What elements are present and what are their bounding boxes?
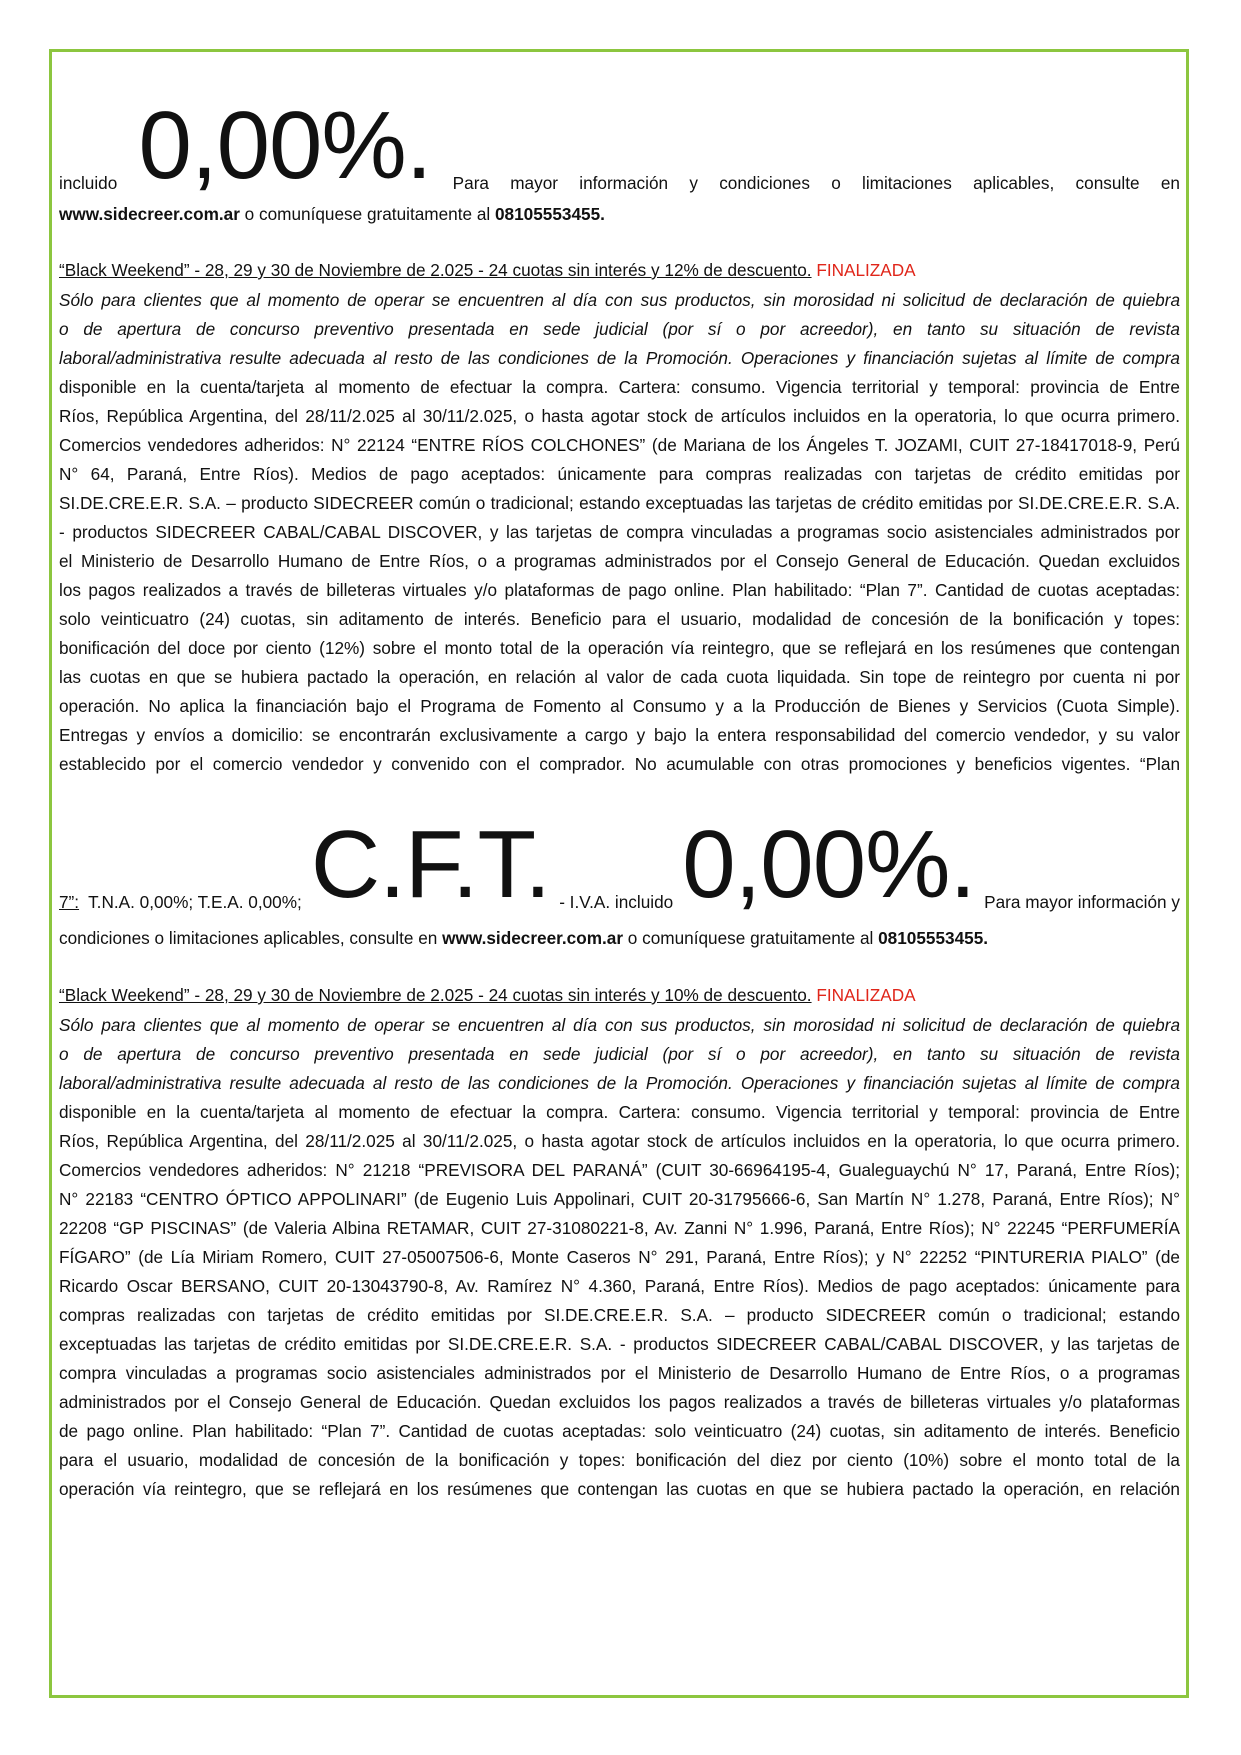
body-line: laboral/administrativa resulte adecuada al resto de las condiciones de la Promoción. Operaciones y financiación sujetas al límite de compra	[59, 1073, 1180, 1093]
body-line: laboral/administrativa resulte adecuada al resto de las condiciones de la Promoción. Operaciones y financiación sujetas al límite de compra	[59, 348, 1180, 368]
top-word: en	[1160, 173, 1180, 193]
body-line: operación. No aplica la financiación bajo el Programa de Fomento al Consumo y a la Producción de Bienes y Servicios (Cuota Simple).	[59, 696, 1180, 716]
body-line: bonificación del doce por ciento (12%) sobre el monto total de la operación vía reintegro, que se reflejará en los resúmenes que contengan	[59, 638, 1180, 658]
promo2-title: “Black Weekend” - 28, 29 y 30 de Noviembre de 2.025 - 24 cuotas sin interés y 10% de descuento.	[59, 985, 812, 1005]
top-word: y	[689, 173, 698, 193]
top-word: condiciones	[719, 173, 810, 193]
cft-big-label: C.F.T.	[310, 811, 551, 918]
body-line: para el usuario, modalidad de concesión de la bonificación y topes: bonificación del diez por ciento (10%) sobre el monto total de la	[59, 1450, 1180, 1470]
body-line: exceptuadas las tarjetas de crédito emitidas por SI.DE.CRE.E.R. S.A. - productos SIDECREER CABAL/CABAL DISCOVER, y las tarjetas de	[59, 1334, 1180, 1354]
promo1-title: “Black Weekend” - 28, 29 y 30 de Noviembre de 2.025 - 24 cuotas sin interés y 12% de descuento.	[59, 260, 812, 280]
top-pre: incluido	[59, 173, 118, 193]
body-line: disponible en la cuenta/tarjeta al momento de efectuar la compra. Cartera: consumo. Vigencia territorial y temporal: provincia de Entre	[59, 377, 1180, 397]
top-word: aplicables,	[973, 173, 1055, 193]
body-line: Ríos, República Argentina, del 28/11/2.025 al 30/11/2.025, o hasta agotar stock de artículos incluidos en la operatoria, lo que ocurra primero.	[59, 1131, 1180, 1151]
body-line: FÍGARO” (de Lía Miriam Romero, CUIT 27-05007506-6, Monte Caseros N° 291, Paraná, Entre Ríos); y N° 22252 “PINTURERIA PIALO” (de	[59, 1247, 1180, 1267]
body-line: o de apertura de concurso preventivo presentada en sede judicial (por sí o por acreedor), en tanto su situación de revista	[59, 319, 1180, 339]
promo2-status: FINALIZADA	[816, 985, 916, 1005]
body-line: el Ministerio de Desarrollo Humano de Entre Ríos, o a programas administrados por el Consejo General de Educación. Quedan excluidos	[59, 551, 1180, 571]
promo1-contact-line	[59, 930, 1180, 947]
body-line: disponible en la cuenta/tarjeta al momento de efectuar la compra. Cartera: consumo. Vigencia territorial y temporal: provincia de Entre	[59, 1102, 1180, 1122]
promo1-status: FINALIZADA	[816, 260, 916, 280]
top-contact-line	[59, 206, 1180, 223]
body-line: compras realizadas con tarjetas de crédito emitidas por SI.DE.CRE.E.R. S.A. – producto SIDECREER común o tradicional; estando	[59, 1305, 1180, 1325]
promo2-title-line	[59, 987, 1180, 1004]
body-line: operación vía reintegro, que se reflejará en los resúmenes que contengan las cuotas en que se hubiera pactado la operación, en relación	[59, 1479, 1180, 1499]
top-word: Para	[452, 173, 489, 193]
body-line: los pagos realizados a través de billeteras virtuales y/o plataformas de pago online. Plan habilitado: “Plan 7”. Cantidad de cuotas aceptadas:	[59, 580, 1180, 600]
body-line: de pago online. Plan habilitado: “Plan 7”. Cantidad de cuotas aceptadas: solo veinticuatro (24) cuotas, sin aditamento de interés. Beneficio	[59, 1421, 1180, 1441]
body-line: Comercios vendedores adheridos: N° 22124 “ENTRE RÍOS COLCHONES” (de Mariana de los Ángeles T. JOZAMI, CUIT 27-18417018-9, Perú	[59, 435, 1180, 455]
body-line: Sólo para clientes que al momento de operar se encuentren al día con sus productos, sin morosidad ni solicitud de declaración de quiebra	[59, 290, 1180, 310]
cft-post: Para mayor información y	[984, 892, 1180, 912]
top-rate-line	[59, 92, 1180, 199]
body-line: establecido por el comercio vendedor y convenido con el comprador. No acumulable con otras promociones y beneficios vigentes. “Plan	[59, 754, 1180, 774]
body-line: - productos SIDECREER CABAL/CABAL DISCOVER, y las tarjetas de compra vinculadas a programas socio asistenciales administrados por	[59, 522, 1180, 542]
body-line: Sólo para clientes que al momento de operar se encuentren al día con sus productos, sin morosidad ni solicitud de declaración de quiebra	[59, 1015, 1180, 1035]
body-line: administrados por el Consejo General de Educación. Quedan excluidos los pagos realizados a través de billeteras virtuales y/o plataformas	[59, 1392, 1180, 1412]
website-link[interactable]: www.sidecreer.com.ar	[442, 928, 624, 948]
body-line: N° 22183 “CENTRO ÓPTICO APPOLINARI” (de Eugenio Luis Appolinari, CUIT 20-31795666-6, San Martín N° 1.278, Paraná, Entre Ríos); N°	[59, 1189, 1180, 1209]
body-line: Ricardo Oscar BERSANO, CUIT 20-13043790-8, Av. Ramírez N° 4.360, Paraná, Entre Ríos). Medios de pago aceptados: únicamente para	[59, 1276, 1180, 1296]
cft-iva: - I.V.A. incluido	[559, 892, 674, 912]
body-line: compra vinculadas a programas socio asistenciales administrados por el Ministerio de Desarrollo Humano de Entre Ríos, o a programas	[59, 1363, 1180, 1383]
contact-text: o comuníquese gratuitamente al	[623, 928, 879, 948]
body-line: las cuotas en que se hubiera pactado la operación, en relación al valor de cada cuota liquidada. Sin tope de reintegro por cuenta ni por	[59, 667, 1180, 687]
body-line: Comercios vendedores adheridos: N° 21218 “PREVISORA DEL PARANÁ” (CUIT 30-66964195-4, Gualeguaychú N° 17, Paraná, Entre Ríos);	[59, 1160, 1180, 1180]
cft-rates: T.N.A. 0,00%; T.E.A. 0,00%;	[88, 892, 302, 912]
body-line: N° 64, Paraná, Entre Ríos). Medios de pago aceptados: únicamente para compras realizadas con tarjetas de crédito emitidas por	[59, 464, 1180, 484]
body-line: solo veinticuatro (24) cuotas, sin aditamento de interés. Beneficio para el usuario, modalidad de concesión de la bonificación y topes:	[59, 609, 1180, 629]
top-word: o	[831, 173, 841, 193]
body-line: Ríos, República Argentina, del 28/11/2.025 al 30/11/2.025, o hasta agotar stock de artículos incluidos en la operatoria, lo que ocurra primero.	[59, 406, 1180, 426]
top-word: consulte	[1075, 173, 1140, 193]
phone-number: 08105553455.	[878, 928, 989, 948]
website-link[interactable]: www.sidecreer.com.ar	[59, 204, 240, 224]
body-line: SI.DE.CRE.E.R. S.A. – producto SIDECREER común o tradicional; estando exceptuadas las tarjetas de crédito emitidas por SI.DE.CRE.E.R. S.A.	[59, 493, 1180, 513]
top-big-rate: 0,00%.	[138, 92, 432, 199]
top-word: información	[579, 173, 669, 193]
body-line: 22208 “GP PISCINAS” (de Valeria Albina RETAMAR, CUIT 27-31080221-8, Av. Zanni N° 1.996, Paraná, Entre Ríos); N° 22245 “PERFUMERÍA	[59, 1218, 1180, 1238]
body-line: o de apertura de concurso preventivo presentada en sede judicial (por sí o por acreedor), en tanto su situación de revista	[59, 1044, 1180, 1064]
promo1-cft-line	[59, 811, 1180, 918]
contact-text: condiciones o limitaciones aplicables, consulte en	[59, 928, 443, 948]
phone-number: 08105553455.	[495, 204, 605, 224]
contact-text: o comuníquese gratuitamente al	[239, 204, 495, 224]
cft-plan-label: 7”:	[59, 892, 80, 912]
promo1-title-line	[59, 262, 1180, 279]
top-word: mayor	[510, 173, 558, 193]
body-line: Entregas y envíos a domicilio: se encontrarán exclusivamente a cargo y bajo la entera responsabilidad del comercio vendedor, y su valor	[59, 725, 1180, 745]
cft-big-rate: 0,00%.	[682, 811, 976, 918]
top-word: limitaciones	[862, 173, 952, 193]
